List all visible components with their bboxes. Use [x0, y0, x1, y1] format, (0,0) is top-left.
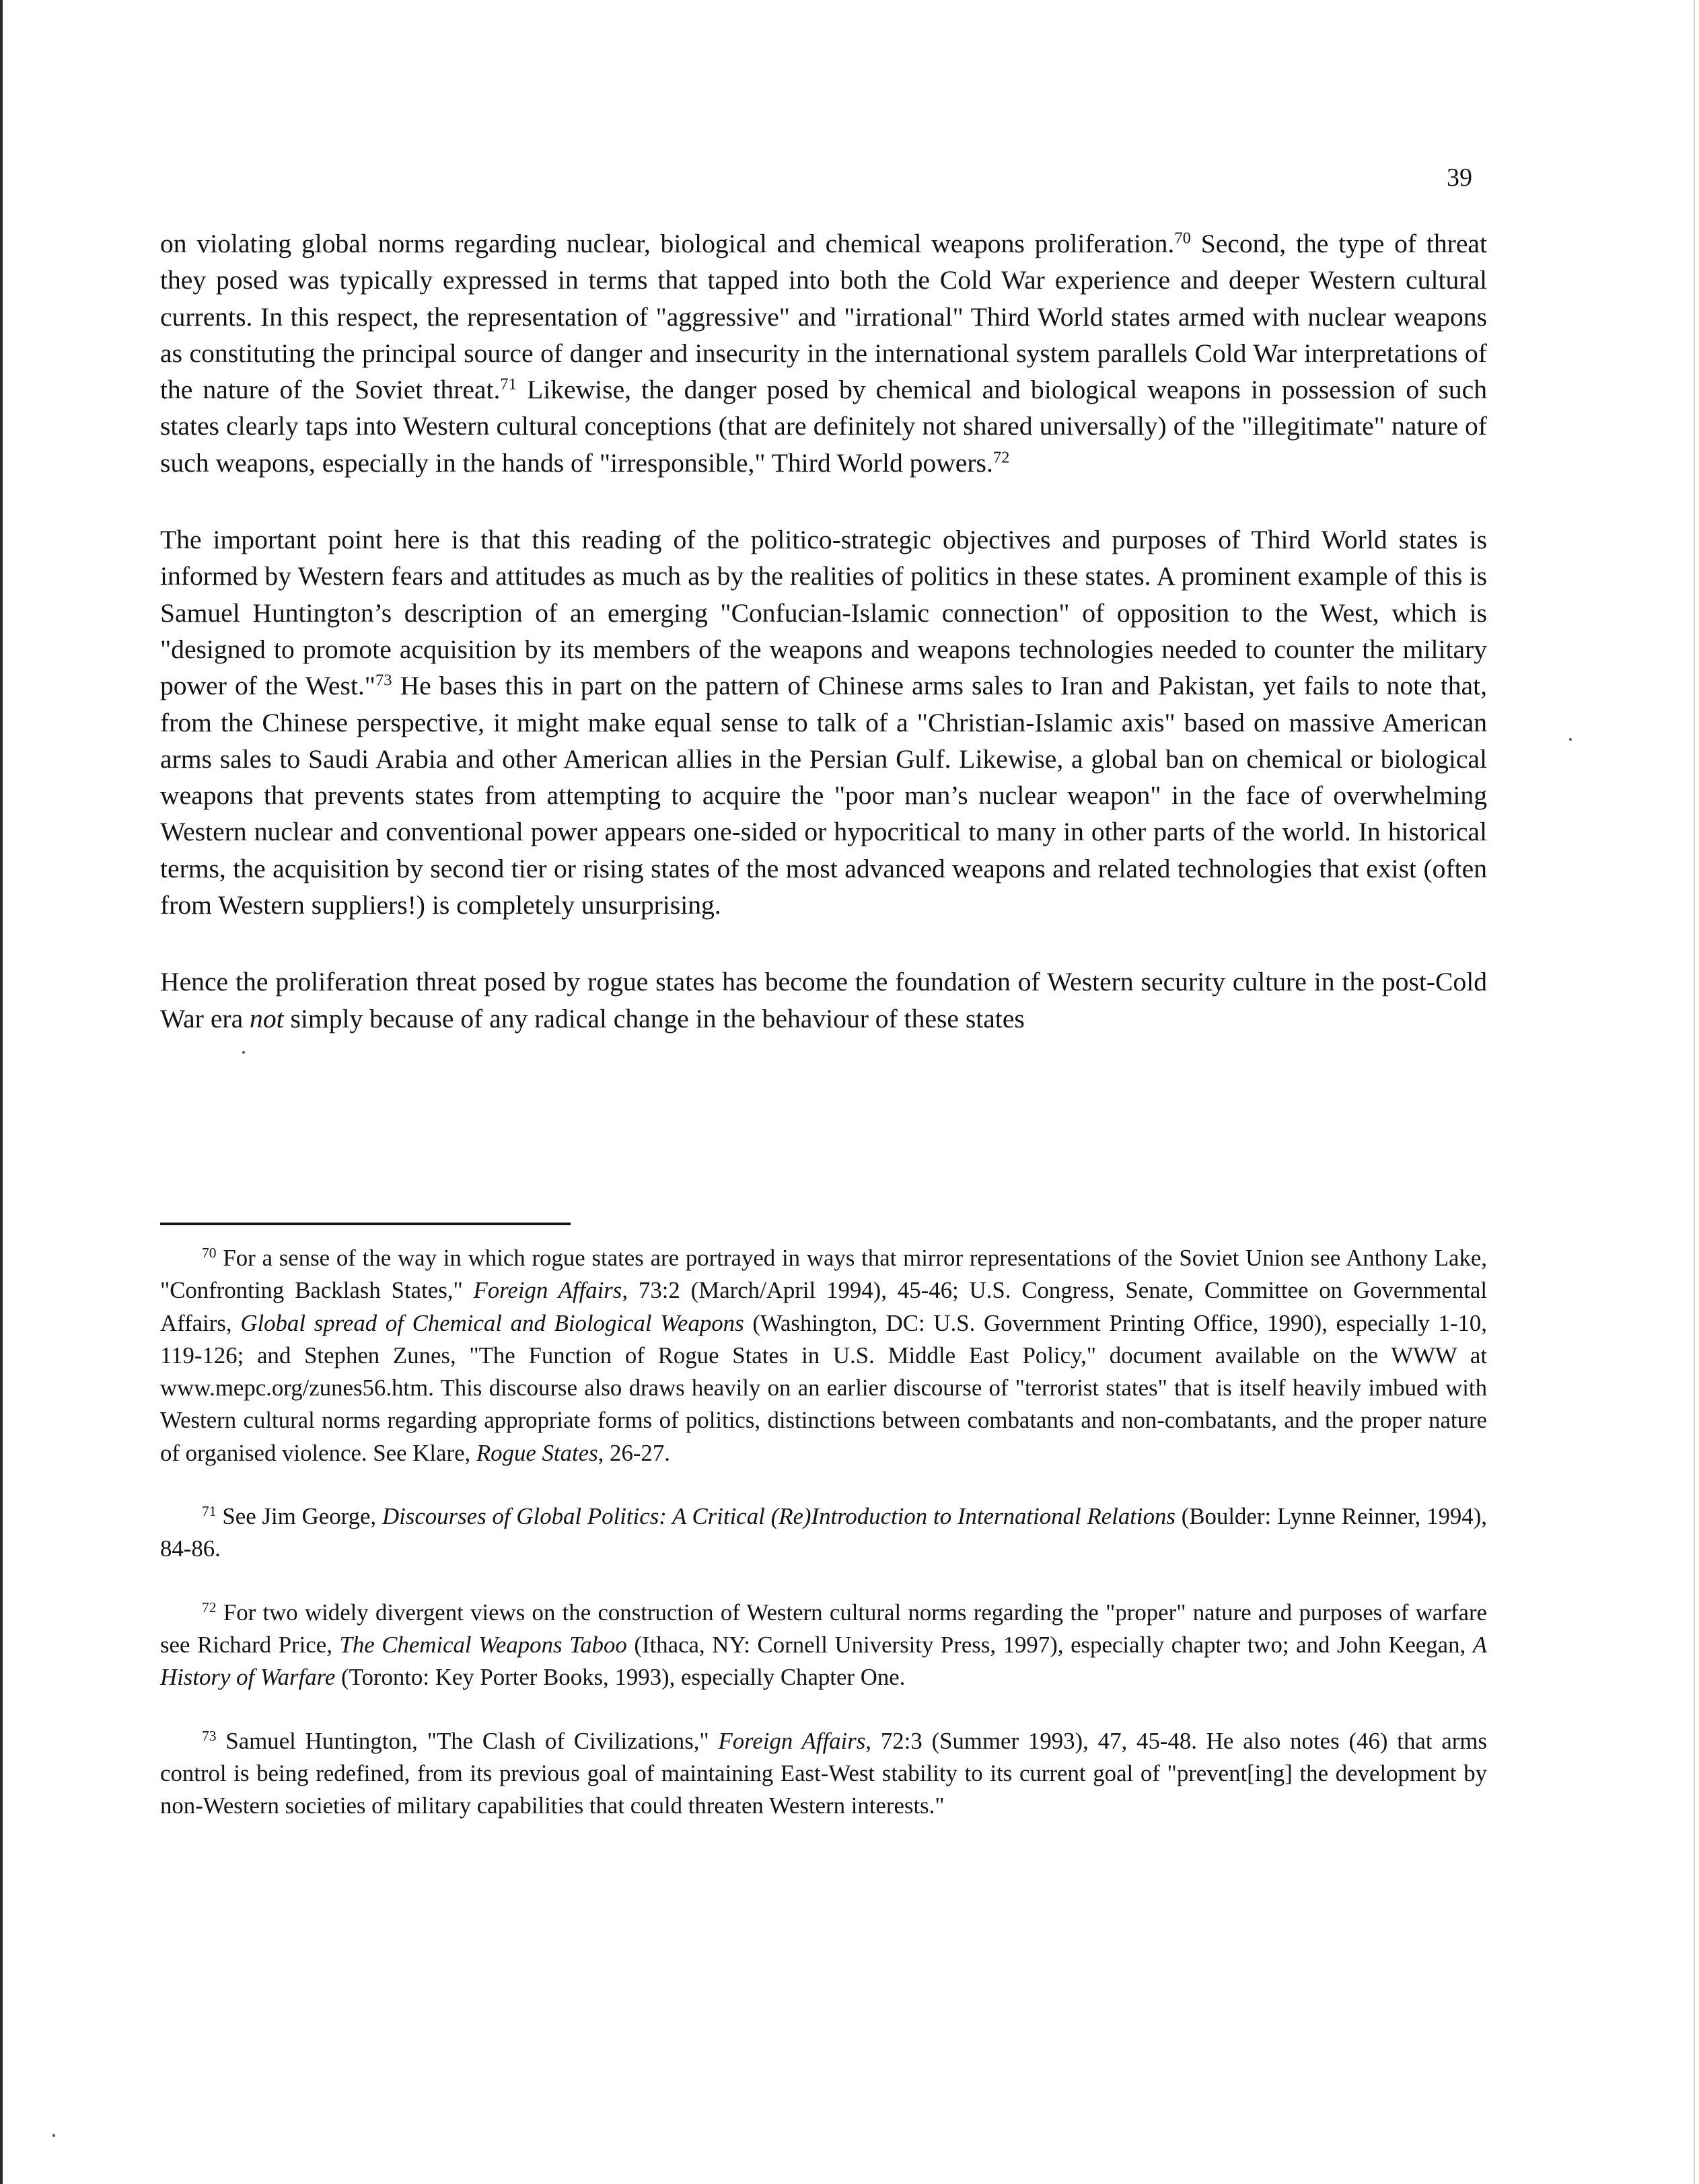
- footnote-ref: 72: [992, 448, 1010, 467]
- footnote-mark: 70: [202, 1245, 217, 1262]
- scan-edge-left: [0, 0, 3, 2184]
- footnote-72: [160, 1597, 1487, 1694]
- footnote-ref: 73: [375, 671, 392, 690]
- italic-text: A History of Warfare: [160, 1631, 1487, 1691]
- italic-text: Global spread of Chemical and Biological Weapons: [240, 1309, 744, 1336]
- italic-text: Foreign Affairs: [473, 1277, 622, 1304]
- footnote-ref: 71: [500, 375, 517, 394]
- text-run: Second, the type of threat they posed was typically expressed in terms that tapped into both the Cold War experience and deeper Western cultural currents. In this respect, the representation of "aggressive" and "irrational" Third World states armed with nuclear weapons as constituting the principal source of danger and insecurity in the international system parallels Cold War interpretations of the nature of the Soviet threat.: [160, 229, 1487, 405]
- footnote-71: [160, 1500, 1487, 1566]
- text-run: on violating global norms regarding nuclear, biological and chemical weapons proliferation.: [160, 229, 1175, 258]
- footnote-mark: 71: [202, 1503, 217, 1520]
- footnote-73: [160, 1725, 1487, 1823]
- scan-speck: [1569, 738, 1572, 741]
- footnote-divider: [160, 1223, 571, 1225]
- text-run: , 73:2 (March/April 1994), 45-46; U.S. Congress, Senate, Committee on Governmental Affairs,: [160, 1277, 1487, 1336]
- paragraph: [160, 521, 1487, 923]
- italic-text: The Chemical Weapons Taboo: [339, 1631, 627, 1658]
- footnotes: [160, 1242, 1487, 1853]
- footnote-text: [160, 1728, 1487, 1819]
- footnote-text: [160, 1245, 1487, 1466]
- italic-text: not: [250, 1003, 284, 1033]
- text-run: For two widely divergent views on the construction of Western cultural norms regarding the "proper" nature and purposes of warfare see Richard Price,: [160, 1599, 1487, 1658]
- footnote-70: [160, 1242, 1487, 1469]
- footnote-text: [160, 1599, 1487, 1691]
- text-run: The important point here is that this reading of the politico-strategic objectives and purposes of Third World states is informed by Western fears and attitudes as much as by the realities of politics in these states. A prominent example of this is Samuel Huntington’s description of an emerging "Confucian-Islamic connection" of opposition to the West, which is "designed to promote acquisition by its members of the weapons and weapons technologies needed to counter the military power of the West.": [160, 525, 1487, 701]
- text-run: (Toronto: Key Porter Books, 1993), especially Chapter One.: [335, 1664, 906, 1691]
- footnote-text: [160, 1503, 1487, 1562]
- text-run: , 26-27.: [598, 1439, 670, 1466]
- text-run: (Washington, DC: U.S. Government Printing Office, 1990), especially 1-10, 119-126; and Stephen Zunes, "The Function of Rogue States in U.S. Middle East Policy," document available on the WWW at www.mepc.org/zunes56.htm. This discourse also draws heavily on an earlier discourse of "terrorist states" that is itself heavily imbued with Western cultural norms regarding appropriate forms of politics, distinctions between combatants and non-combatants, and the proper nature of organised violence. See Klare,: [160, 1309, 1487, 1466]
- scan-speck: [52, 2134, 55, 2137]
- text-run: For a sense of the way in which rogue states are portrayed in ways that mirror representations of the Soviet Union see Anthony Lake, "Confronting Backlash States,": [160, 1245, 1487, 1304]
- footnote-mark: 73: [202, 1727, 217, 1744]
- text-run: Samuel Huntington, "The Clash of Civilizations,": [216, 1727, 719, 1754]
- paragraph: [160, 963, 1487, 1037]
- footnote-ref: 70: [1174, 229, 1191, 248]
- scan-speck: [242, 1051, 245, 1054]
- scan-edge-right: [1694, 0, 1695, 2184]
- italic-text: Foreign Affairs: [718, 1727, 866, 1754]
- body-text: [160, 225, 1487, 1077]
- text-run: Hence the proliferation threat posed by rogue states has become the foundation of Western security culture in the post-Cold War era: [160, 967, 1487, 1033]
- text-run: simply because of any radical change in the behaviour of these states: [283, 1003, 1025, 1033]
- text-run: (Boulder: Lynne Reinner, 1994), 84-86.: [160, 1503, 1487, 1562]
- page-number: 39: [1447, 163, 1472, 192]
- text-run: , 72:3 (Summer 1993), 47, 45-48. He also notes (46) that arms control is being redefined, from its previous goal of maintaining East-West stability to its current goal of "prevent[ing] the development by non-Western societies of military capabilities that could threaten Western interests.": [160, 1727, 1487, 1819]
- text-run: Likewise, the danger posed by chemical and biological weapons in possession of such states clearly taps into Western cultural conceptions (that are definitely not shared universally) of the "illegitimate" nature of such weapons, especially in the hands of "irresponsible," Third World powers.: [160, 375, 1487, 478]
- paragraph: [160, 225, 1487, 481]
- italic-text: Rogue States: [476, 1439, 598, 1466]
- text-run: See Jim George,: [216, 1503, 382, 1530]
- italic-text: Discourses of Global Politics: A Critical (Re)Introduction to International Relations: [382, 1503, 1176, 1530]
- text-run: (Ithaca, NY: Cornell University Press, 1997), especially chapter two; and John Keegan,: [626, 1631, 1473, 1658]
- footnote-mark: 72: [202, 1599, 217, 1615]
- text-run: He bases this in part on the pattern of Chinese arms sales to Iran and Pakistan, yet fails to note that, from the Chinese perspective, it might make equal sense to talk of a "Christian-Islamic axis" based on massive American arms sales to Saudi Arabia and other American allies in the Persian Gulf. Likewise, a global ban on chemical or biological weapons that prevents states from attempting to acquire the "poor man’s nuclear weapon" in the face of overwhelming Western nuclear and conventional power appears one-sided or hypocritical to many in other parts of the world. In historical terms, the acquisition by second tier or rising states of the most advanced weapons and related technologies that exist (often from Western suppliers!) is completely unsurprising.: [160, 671, 1487, 920]
